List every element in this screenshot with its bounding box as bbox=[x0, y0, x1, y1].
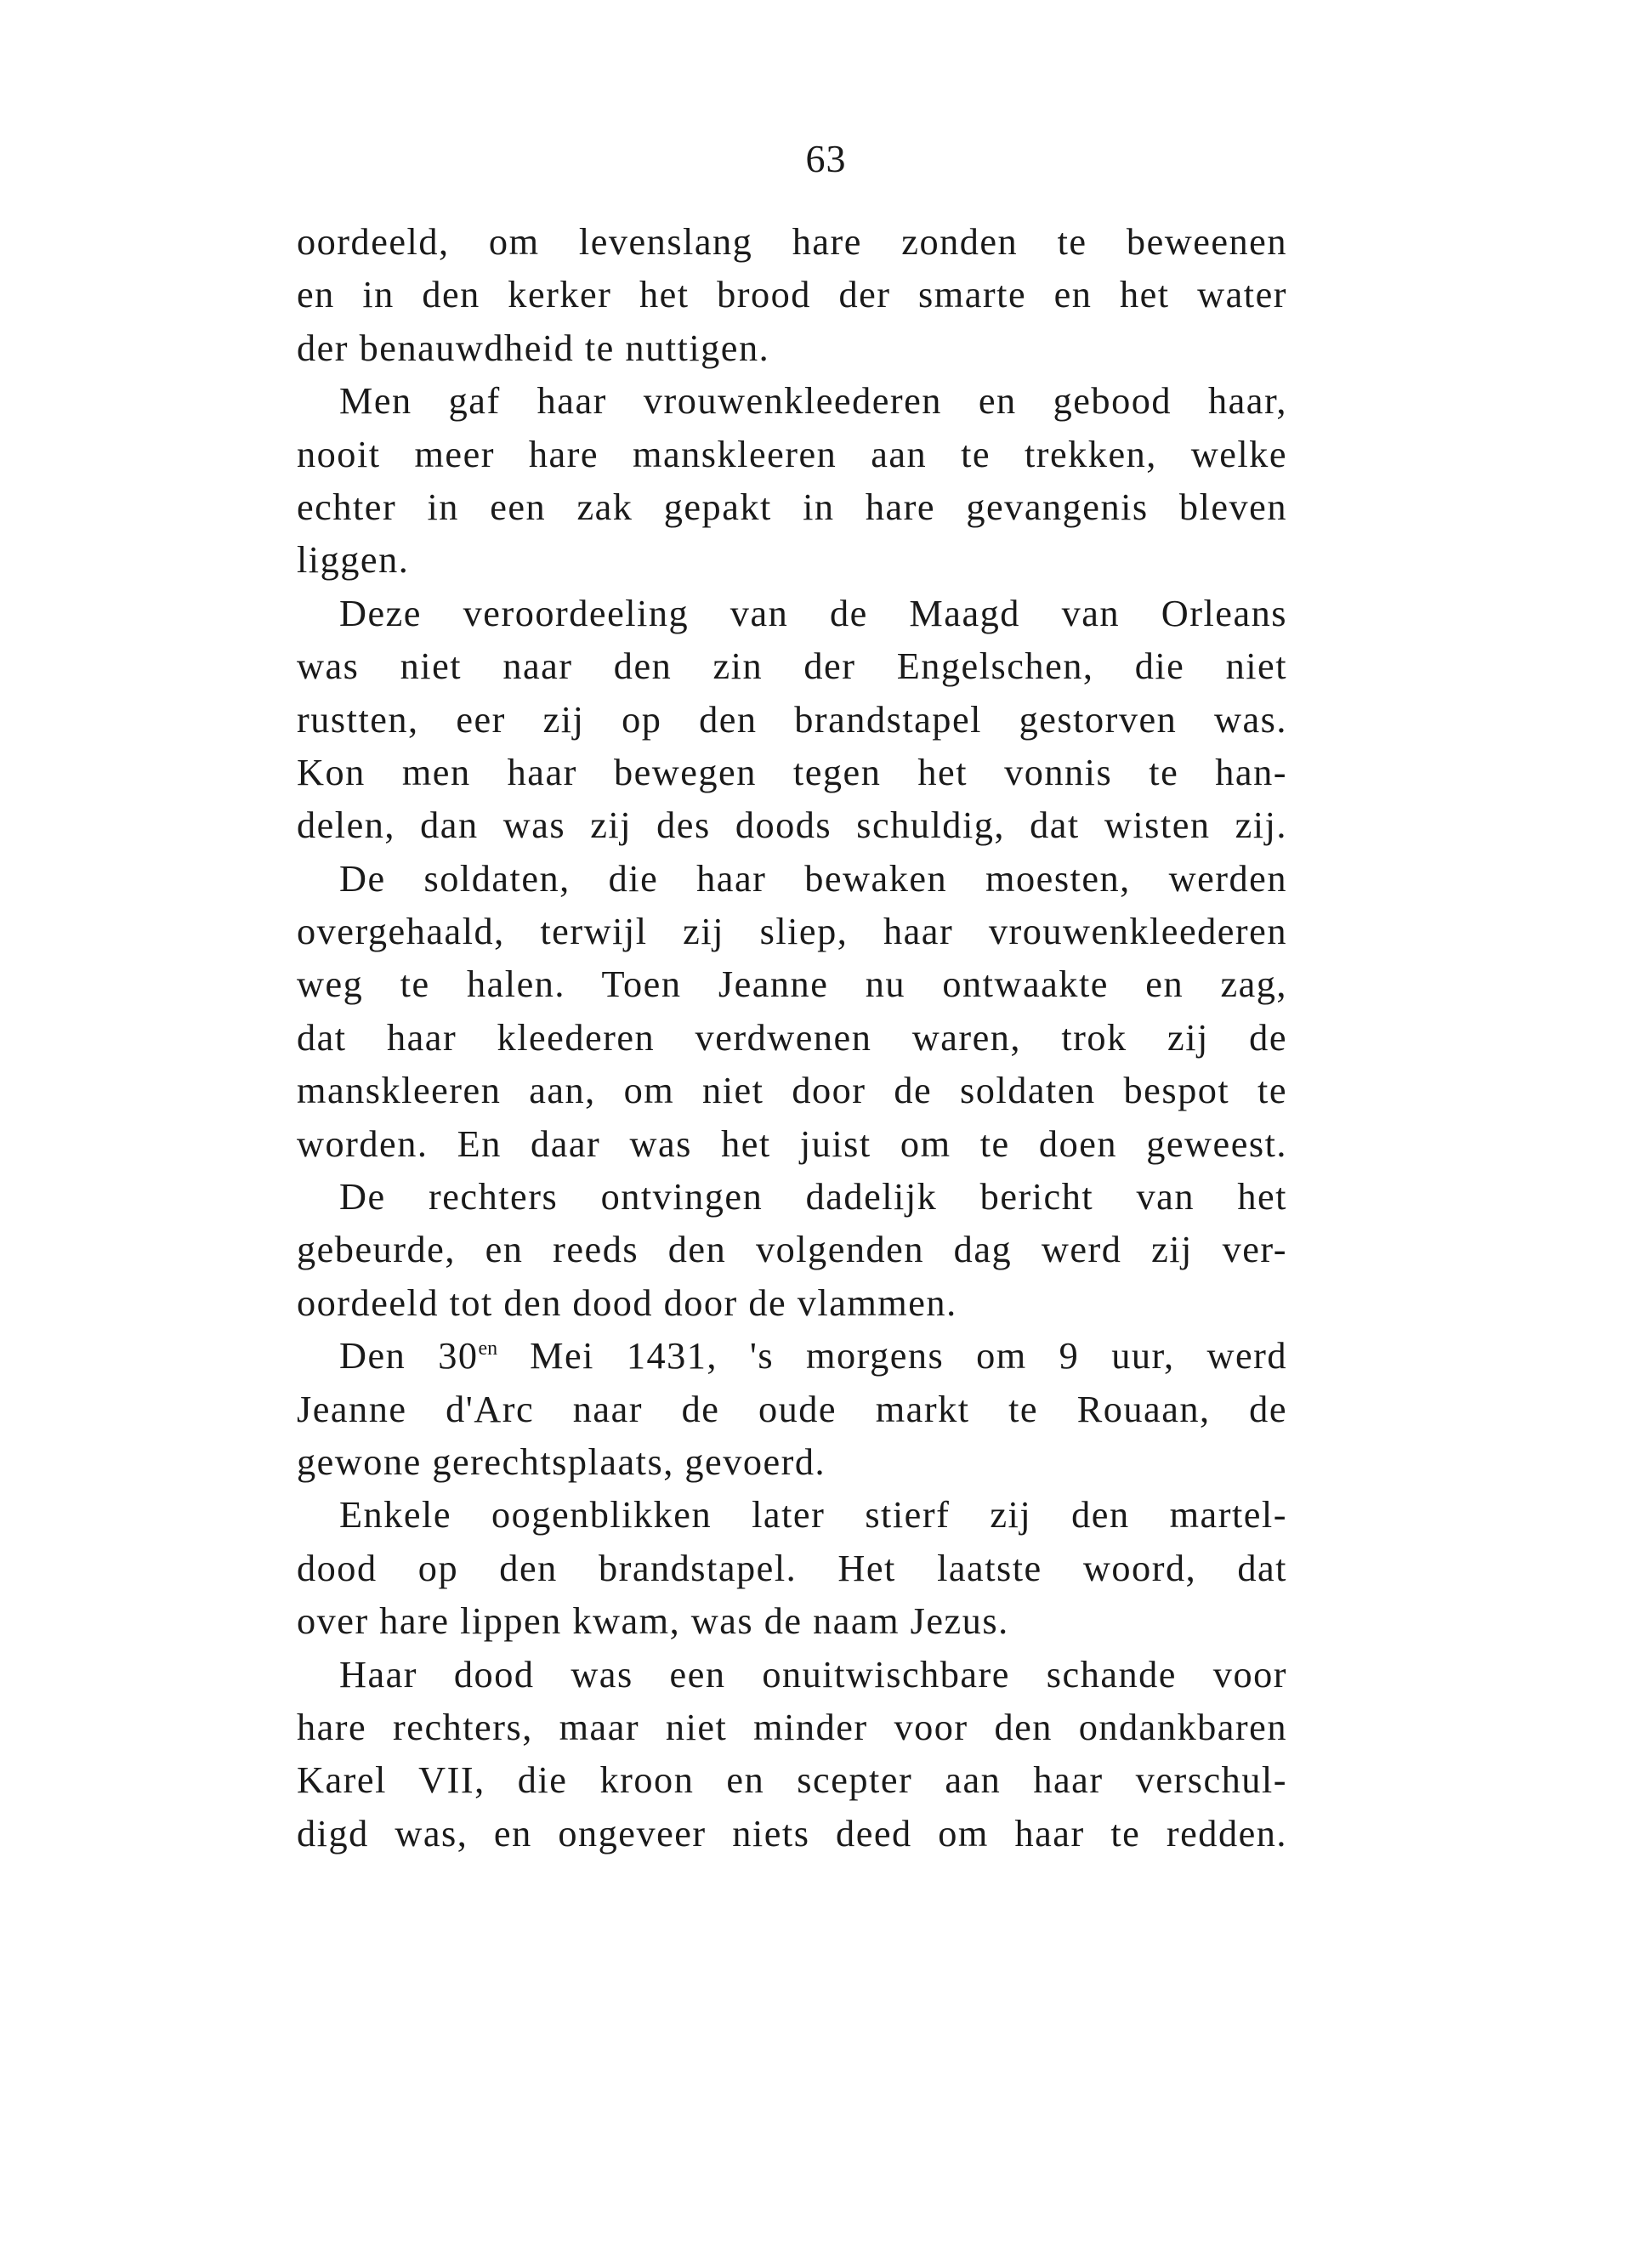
text-line: Enkele oogenblikken later stierf zij den martel- bbox=[339, 1494, 1287, 1536]
body-text bbox=[297, 216, 1287, 1860]
text-line: Men gaf haar vrouwenkleederen en gebood haar, bbox=[339, 380, 1287, 423]
text-line: liggen. bbox=[297, 539, 410, 582]
date-ordinal-suffix: en bbox=[478, 1338, 498, 1360]
text-line: worden. En daar was het juist om te doen geweest. bbox=[297, 1122, 1287, 1165]
text-line: De rechters ontvingen dadelijk bericht van het bbox=[339, 1176, 1287, 1218]
text-line: digd was, en ongeveer niets deed om haar te redden. bbox=[297, 1812, 1287, 1855]
text-line: over hare lippen kwam, was de naam Jezus. bbox=[297, 1600, 1009, 1643]
text-line: Jeanne d'Arc naar de oude markt te Rouaan, de bbox=[297, 1388, 1287, 1430]
text-line: hare rechters, maar niet minder voor den ondankbaren bbox=[297, 1706, 1287, 1748]
text-line: oordeeld, om levenslang hare zonden te beweenen bbox=[297, 221, 1287, 263]
page-number: 63 bbox=[805, 137, 847, 180]
date-line-rest: Mei 1431, 's morgens om 9 uur, werd bbox=[530, 1335, 1288, 1377]
text-line: weg te halen. Toen Jeanne nu ontwaakte en zag, bbox=[297, 963, 1287, 1006]
text-line: was niet naar den zin der Engelschen, die niet bbox=[297, 645, 1287, 688]
text-line: Haar dood was een onuitwischbare schande voor bbox=[339, 1653, 1287, 1696]
date-number: 30 bbox=[438, 1335, 479, 1377]
text-line: overgehaald, terwijl zij sliep, haar vrouwenkleederen bbox=[297, 911, 1287, 953]
text-line: nooit meer hare manskleeren aan te trekken, welke bbox=[297, 433, 1287, 475]
text-line: delen, dan was zij des doods schuldig, dat wisten zij. bbox=[297, 804, 1287, 847]
text-line: Kon men haar bewegen tegen het vonnis te han- bbox=[297, 751, 1287, 793]
text-line-date bbox=[297, 1330, 1287, 1383]
text-line: gebeurde, en reeds den volgenden dag werd zij ver- bbox=[297, 1229, 1287, 1271]
text-line: gewone gerechtsplaats, gevoerd. bbox=[297, 1440, 826, 1483]
text-line: manskleeren aan, om niet door de soldaten bespot te bbox=[297, 1070, 1287, 1112]
text-line: en in den kerker het brood der smarte en het water bbox=[297, 274, 1287, 316]
date-word: Den bbox=[339, 1335, 406, 1377]
text-line: echter in een zak gepakt in hare gevangenis bleven bbox=[297, 486, 1287, 528]
text-line: der benauwdheid te nuttigen. bbox=[297, 327, 770, 369]
text-line: Karel VII, die kroon en scepter aan haar verschul- bbox=[297, 1759, 1287, 1802]
text-line: rustten, eer zij op den brandstapel gestorven was. bbox=[297, 698, 1287, 741]
text-line: Deze veroordeeling van de Maagd van Orleans bbox=[339, 592, 1287, 634]
text-line: De soldaten, die haar bewaken moesten, werden bbox=[339, 857, 1287, 900]
text-line: dat haar kleederen verdwenen waren, trok zij de bbox=[297, 1016, 1287, 1059]
text-line: oordeeld tot den dood door de vlammen. bbox=[297, 1281, 957, 1324]
text-line: dood op den brandstapel. Het laatste woord, dat bbox=[297, 1547, 1287, 1589]
